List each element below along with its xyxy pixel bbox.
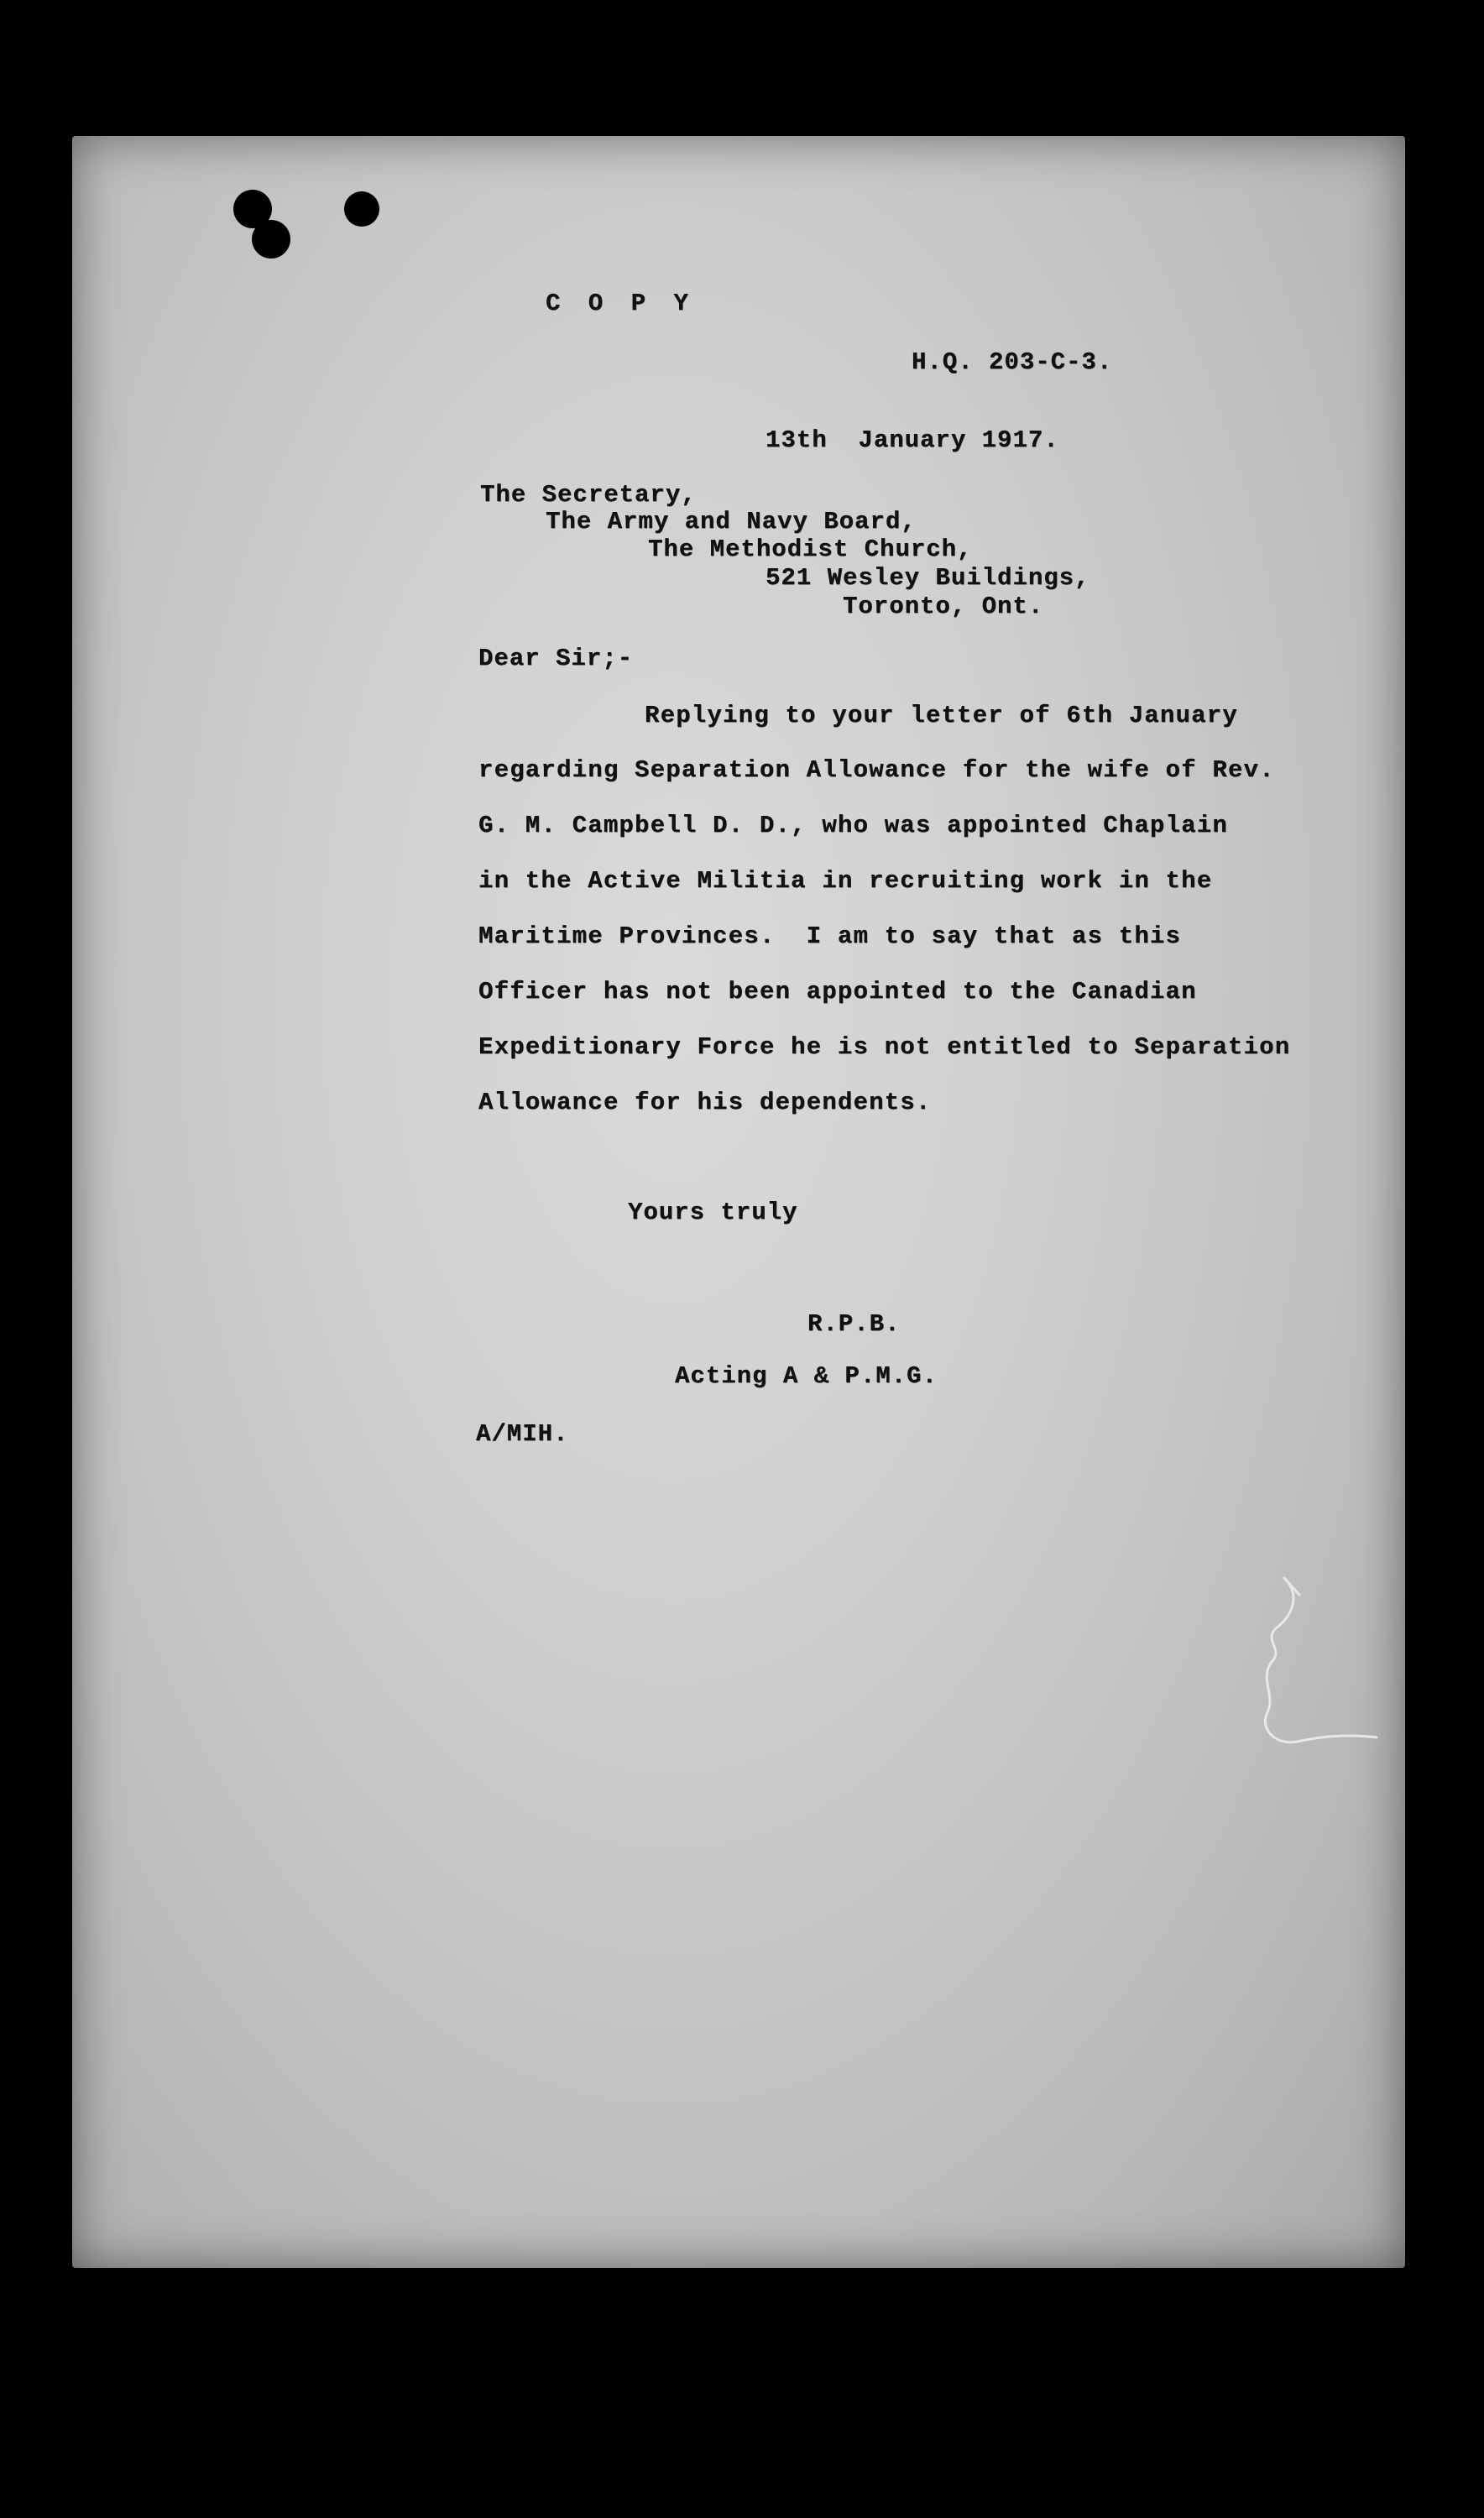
body-line: Maritime Provinces. I am to say that as this [478, 922, 1182, 950]
body-line: G. M. Campbell D. D., who was appointed Chaplain [478, 812, 1228, 839]
pencil-mark [1225, 1570, 1393, 1779]
punch-hole [252, 220, 290, 259]
initials: R.P.B. [807, 1310, 901, 1338]
addressee-line: Toronto, Ont. [843, 593, 1044, 620]
body-line: regarding Separation Allowance for the wife of Rev. [478, 756, 1275, 784]
body-line: Replying to your letter of 6th January [645, 702, 1238, 729]
typist-reference: A/MIH. [476, 1420, 569, 1448]
body-line: in the Active Militia in recruiting work in the [478, 867, 1213, 895]
salutation: Dear Sir;- [478, 645, 634, 672]
addressee-line: The Secretary, [480, 481, 697, 509]
body-line: Expeditionary Force he is not entitled to Separation [478, 1033, 1291, 1061]
body-line: Allowance for his dependents. [478, 1089, 932, 1116]
signatory-title: Acting A & P.M.G. [675, 1362, 938, 1390]
body-line: Officer has not been appointed to the Canadian [478, 978, 1197, 1006]
closing: Yours truly [628, 1199, 798, 1226]
addressee-line: The Methodist Church, [648, 535, 973, 563]
addressee-line: 521 Wesley Buildings, [766, 564, 1090, 592]
letter-date: 13th January 1917. [766, 426, 1059, 454]
addressee-line: The Army and Navy Board, [546, 508, 917, 535]
copy-label: C O P Y [546, 290, 695, 317]
punch-hole [344, 191, 379, 227]
reference-number: H.Q. 203-C-3. [912, 348, 1113, 376]
